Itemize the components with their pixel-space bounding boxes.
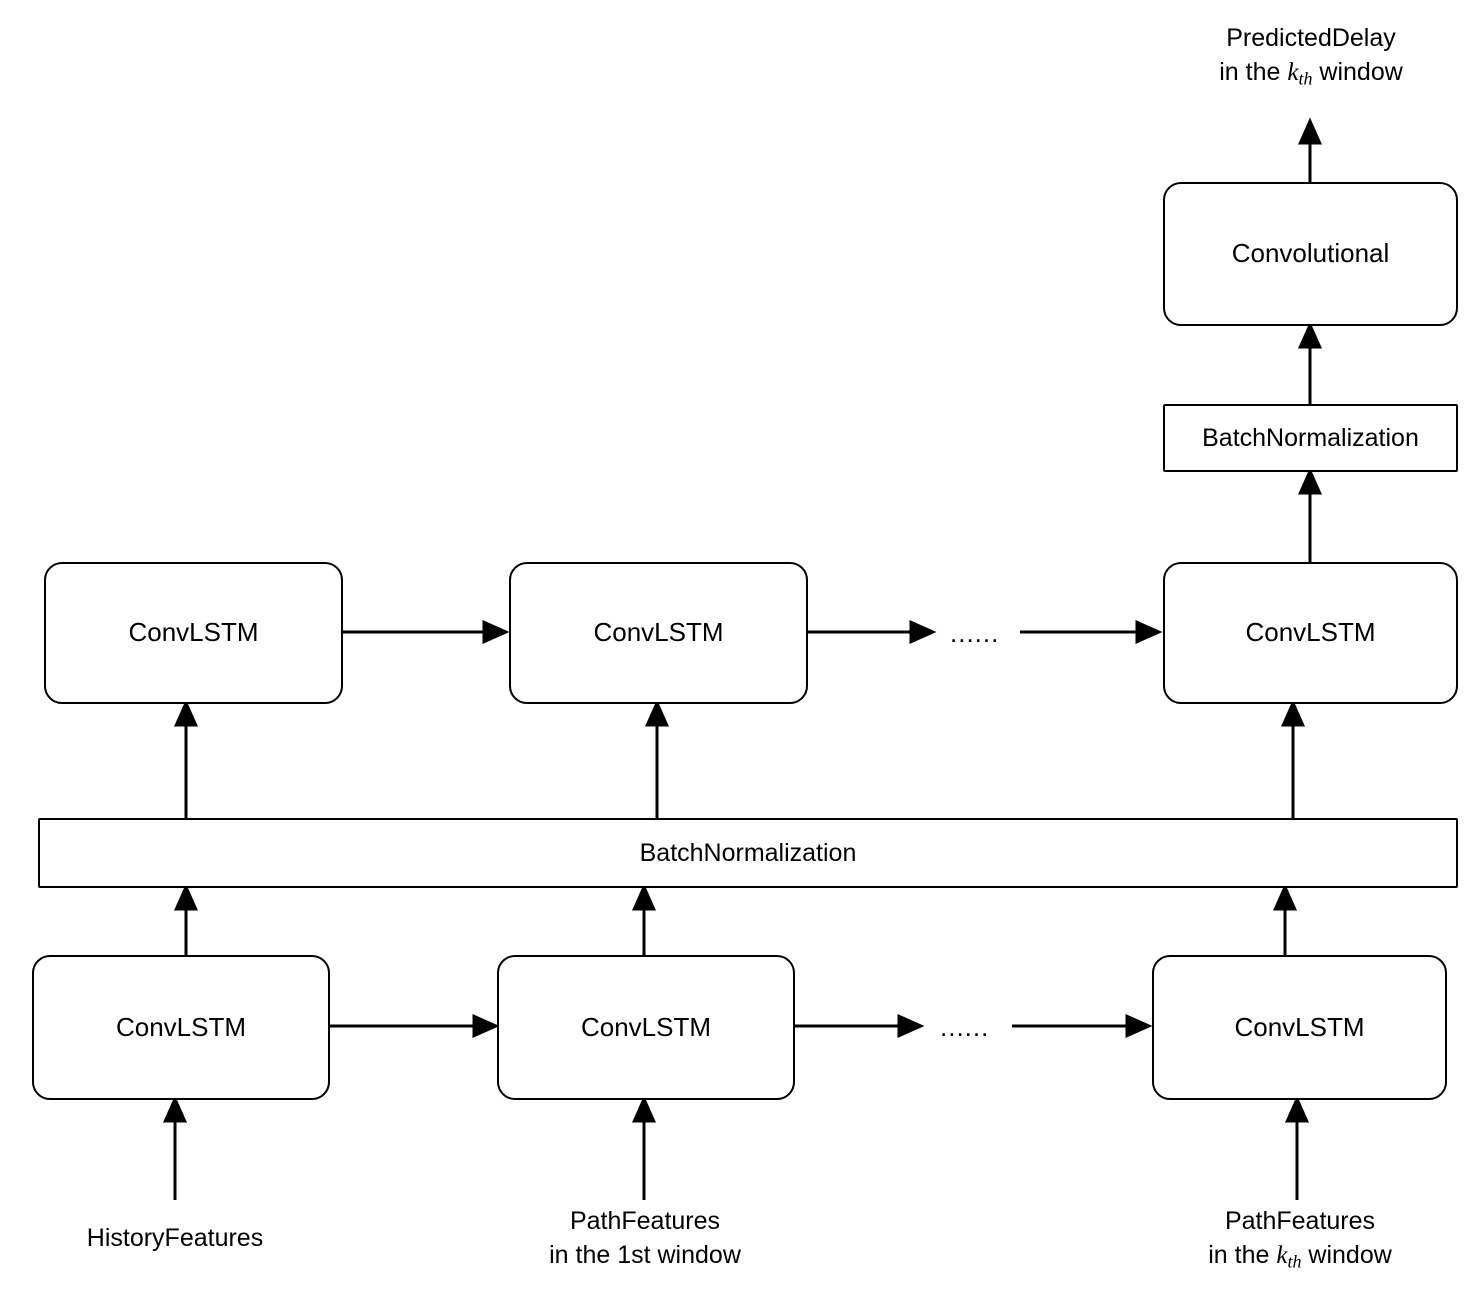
input-path-features-kth-line2: in the $k_{th}$ window [1208,1240,1392,1272]
input-path-features-first-line1: PathFeatures [569,1207,721,1235]
node-batchnorm-middle-label: BatchNormalization [639,839,857,867]
ellipsis-top: ...... [950,618,1000,648]
ellipsis-bottom: ...... [940,1012,990,1042]
output-label-line2: in the $k_{th}$ window [1219,57,1403,89]
node-convlstm-top-k-label: ConvLSTM [1245,617,1376,648]
node-batchnorm-top-label: BatchNormalization [1202,424,1419,452]
output-label-line1: PredictedDelay [1226,24,1396,52]
node-convlstm-bottom-2-label: ConvLSTM [580,1011,712,1042]
node-convlstm-bottom-k [1152,955,1447,1100]
output-label [1180,22,1442,91]
node-convlstm-top-1-label: ConvLSTM [128,617,259,648]
input-path-features-kth-line1: PathFeatures [1224,1207,1376,1235]
input-path-features-first [500,1205,790,1273]
k-subscript: th [1287,1251,1302,1272]
node-convlstm-top-2-label: ConvLSTM [593,617,724,648]
node-convlstm-top-2 [509,562,808,704]
node-convlstm-bottom-2 [497,955,795,1100]
k-symbol: k [1287,58,1299,86]
node-convolutional [1163,182,1458,326]
node-batchnorm-top [1163,404,1458,472]
node-convolutional-label: Convolutional [1231,238,1390,269]
node-convlstm-top-k [1163,562,1458,704]
node-convlstm-bottom-1 [32,955,330,1100]
node-batchnorm-middle [38,818,1458,888]
node-convlstm-top-1 [44,562,343,704]
input-path-features-kth [1155,1205,1445,1274]
input-history-features: HistoryFeatures [86,1224,264,1252]
k-subscript: th [1298,68,1313,89]
node-convlstm-bottom-k-label: ConvLSTM [1234,1011,1365,1042]
node-convlstm-bottom-1-label: ConvLSTM [115,1011,247,1042]
input-path-features-first-line2: in the 1st window [549,1240,741,1269]
k-symbol: k [1276,1241,1288,1269]
